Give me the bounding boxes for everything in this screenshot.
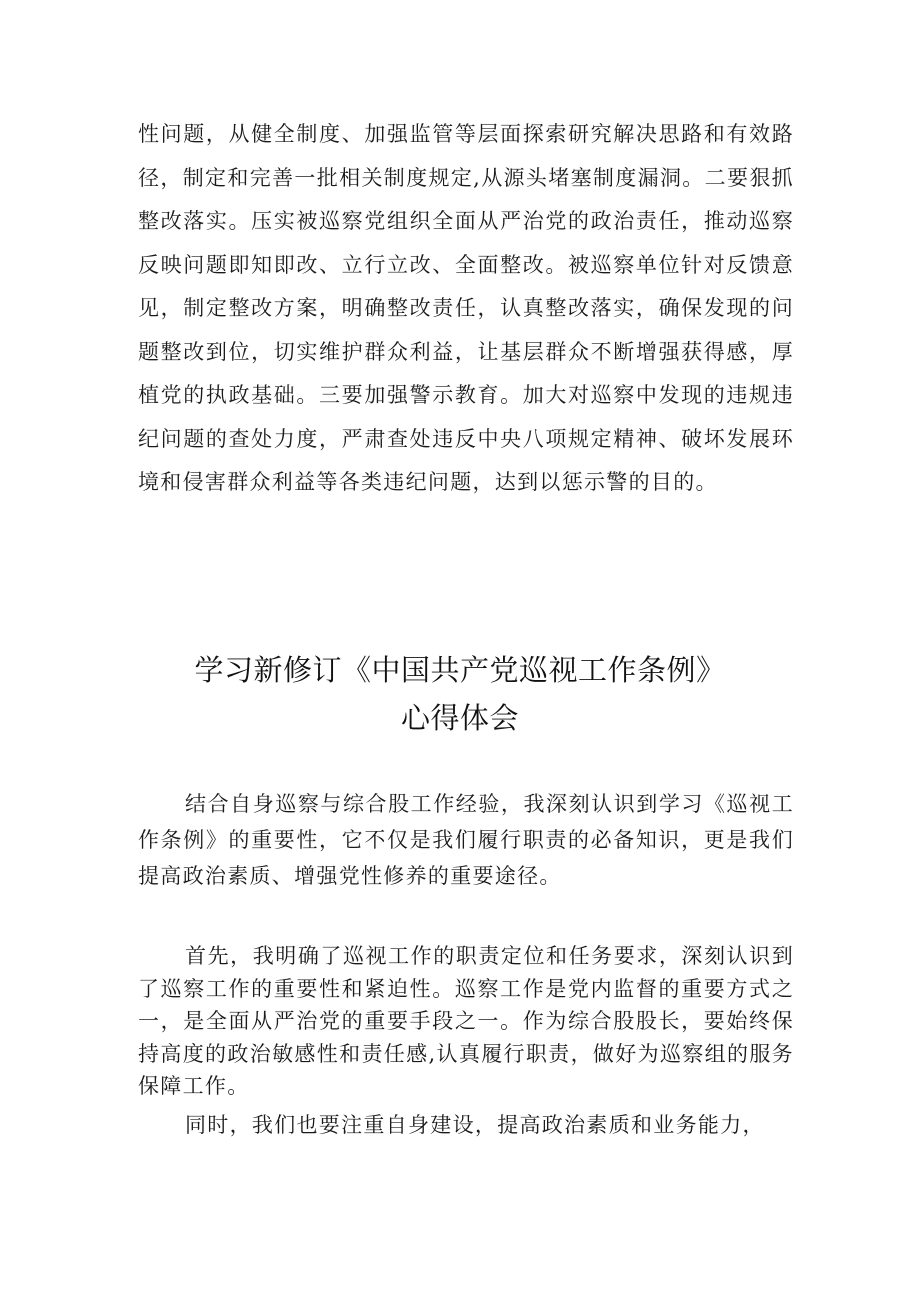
body-paragraph-1: 结合自身巡察与综合股工作经验，我深刻认识到学习《巡视工作条例》的重要性，它不仅是我们履行职责的必备知识，更是我们提高政治素质、增强党性修养的重要途径。 [138, 792, 794, 888]
body-paragraph-3: 同时，我们也要注重自身建设，提高政治素质和业务能力， [185, 1113, 765, 1137]
continued-paragraph: 性问题，从健全制度、加强监管等层面探索研究解决思路和有效路径，制定和完善一批相关制度规定,从源头堵塞制度漏洞。二要狠抓整改落实。压实被巡察党组织全面从严治党的政治责任，推动巡察反映问题即知即改、立行立改、全面整改。被巡察单位针对反馈意见，制定整改方案，明确整改责任，认真整改落实，确保发现的问题整改到位，切实维护群众利益，让基层群众不断增强获得感，厚植党的执政基础。三要加强警示教育。加大对巡察中发现的违规违纪问题的查处力度，严肃查处违反中央八项规定精神、破坏发展环境和侵害群众利益等各类违纪问题，达到以惩示警的目的。 [138, 122, 794, 494]
body-paragraph-2: 首先，我明确了巡视工作的职责定位和任务要求，深刻认识到了巡察工作的重要性和紧迫性。巡察工作是党内监督的重要方式之一，是全面从严治党的重要手段之一。作为综合股股长，要始终保持高度的政治敏感性和责任感,认真履行职责，做好为巡察组的服务保障工作。 [138, 944, 794, 1098]
article-title-line-2: 心得体会 [400, 701, 519, 735]
article-title-line-1: 学习新修订《中国共产党巡视工作条例》 [194, 653, 726, 687]
